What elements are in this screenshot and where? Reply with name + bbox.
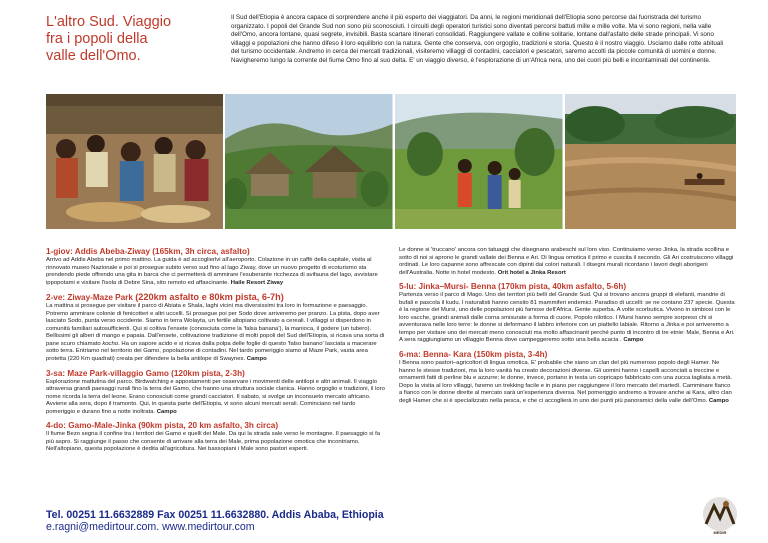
photo-strip [46, 94, 736, 229]
day4-hotel: Orit hotel a Jinka Resort [497, 269, 566, 276]
day2-body: La mattina si prosegue per visitare il parco di Abiata e Shala, laghi vicini ma diversissimi tra loro in formazione e paesaggio. Potremo ammirare colonie di fenicotteri e altri uccelli. Si prosegue poi per Sodo dove arriveremo per pranzo. La pista, dopo aver lasciato Sodo, punta verso occidente. Siamo in terra Wolayta, un fertile altopiano coltivato a cereali. I villaggi si disperdono in comunità familiari autosufficienti. Qui si coltiva l'ensete (conosciuta come la 'falsa banana'), la manioca, il godere (un tubero). Bellissimi gli alberi di mango e papaia. Dall'ensete, coltivazione tradizione di molti popoli del Sud dell'Etiopia, si ricava una sorta di pane scuro chiamato [46, 303, 385, 347]
day6-text [399, 360, 735, 405]
village-huts-photo [225, 94, 393, 229]
day5-body: Partenza verso il parco di Mago. Uno dei territori più belli del Grande Sud. Qui si trovano ancora gruppi di elefanti, mandrie di bufali e pascola il kudu. I naturalisti hanno censito 81 mammiferi endemici. Paradiso di uccelli: se ne contano 237 specie. Questa è la regione dei Mursi, uno delle popolazioni più famose dell'Africa. Gente superba. A volte scorbutica. Vivono in simbiosi con le loro vacche, grandi animali dalle corna smisurate a forma di cuore. Popolo nilotico. I Mursi hanno sempre sorpreso chi si avventurava nelle loro terre: le donne si deformano il labbro inferiore con un piattello labiale. Ritorno a Jinka e poi arriveremo a tempo per visitare uno dei mercati meno conosciuti ma molto affascinanti perché punto di incontro di tre etnie: Male, Benna e Ari. A sera raggiungiamo un villaggio Benna dove campeggeremo sotto una bella acacia . [399, 292, 735, 344]
day4-text: Il fiume Bezo segna il confine tra i territori dei Gamo e quelli dei Male. Da qui la strada sale verso le montagne. Il paesaggio si fa più aspro. Si raggiunge il passo che consente di arrivare alla terra dei Male, prima popolazione omotica che incontriamo. Nell'altopiano, questa popolazione è dedita all'agricoltura. Nei bassopiani i Male sono pastori esperti. [46, 431, 380, 453]
day5-text [399, 292, 735, 345]
intro-paragraph: Il Sud dell'Etiopia è ancora capace di sorprendere anche il più esperto dei viaggiatori. Da anni, le regioni meridionali dell'Etiopia sono percorse dai fuoristrada del turismo organizzato. I popoli del Grande Sud non sono più sconosciuti. I circuiti degli operatori turistici sono diventati percorsi battuti mille e mille volte. Ma vi sono regioni, nella valle dell'Omo, ancora lontane, quasi segrete, invisibili. Basta scartare itinerari consolidati. Raggiungere vallate e colline solitarie, lontane dall'asfalto delle strade principali. Vi sono villaggi e popolazioni che hanno difeso il loro equilibrio con la natura. Gente che conserva, con orgoglio, tradizioni e storia. Questo è il nostro viaggio. Usciamo dalle rotte abituali del turismo occidentale. Andremo in cerca dei mercati tradizionali, visiteremo villaggi di contadini, cacciatori e pescatori, saremo accolti da piccole comunità di uomini e donne. Navigheremo lungo la corrente del fiume Omo fino al suo delta. E' un viaggio diverso, è l'esplorazione di un'Africa nera, uno dei cuori più belli e incontaminati del continente. [231, 14, 724, 64]
contact-phone-line: Tel. 00251 11.6632889 Fax 00251 11.6632880. Addis Ababa, Ethiopia [46, 509, 384, 521]
day2-heading-detail: (220km asfalto e 80km pista, 6-7h) [135, 292, 284, 303]
day2-heading-label: 2-ve: Ziway-Maze Park [46, 293, 133, 303]
day4-heading: 4-do: Gamo-Male-Jinka (90km pista, 20 km asfalto, 3h circa) [46, 421, 279, 431]
day1-text [46, 257, 386, 287]
day6-heading: 6-ma: Benna- Kara (150km pista, 3-4h) [399, 350, 548, 360]
right-column [399, 247, 735, 410]
day2-heading [46, 292, 386, 303]
day5-heading: 5-lu: Jinka–Mursi- Benna (170km pista, 40km asfalto, 5-6h) [399, 282, 627, 292]
market-crowd-photo [46, 94, 223, 229]
river-photo [565, 94, 737, 229]
page-title: L'altro Sud. Viaggio fra i popoli della valle dell'Omo. [46, 14, 172, 64]
day2-italic: kocho [102, 340, 119, 347]
day1-body: Arrivo ad Addis Abeba nel primo mattino. La guida è ad accoglierlvi all'aeroporto. Colazione in un caffè della capitale, visita al rinnovato museo Nazionale e poi si prosegue subito verso sud fino al lago Ziway, dove un nuovo progetto di ecoturismo sta prendendo piede offrendo una gita in barca che ci permetterà di ammirare l'esuberante ricchezza di avifauna del lago, avvistare ippopotami e visitare l'isola di Debre Sina, sito remoto ed affascinante. [46, 257, 378, 286]
day1-heading: 1-giov: Addis Abeba-Ziway (165km, 3h circa, asfalto) [46, 247, 250, 256]
day5-camp: Campo [623, 337, 644, 344]
day3-body: Esplorazione mattutina del parco. Birdwatching e appostamenti per osservare i movimenti delle antilopi e altri animali. Il viaggio attraversa grandi paesaggi rurali fino la terra dei Gamo, che hanno una struttura sociale clanica. Hanno orgoglio e tradizioni, il loro nome ricorda la terra del leone. Erano conosciuti come grandi cacciatori. Il sabato, si svolge un inconsueto mercato africano. Avviene alla sera, dopo il tramonto. Qui, in questa parte dell'Etiopia, vi sono alcuni mercati serali. Cominciano nel tardo pomeriggio e durano fino a notte inoltrata. [46, 378, 385, 415]
left-column [46, 247, 386, 459]
day2-text [46, 303, 386, 363]
day2-body-2: . Ha un sapore acido e si ricava dalla polpa delle foglie di questo 'falso banano' lasciata a macerare sotto terra. Entriamo nel territorio dei Gamo, popolazione di contadini. Nel tardo pomeriggio siamo al Maze Park, vasta area protetta (220 Km quadrati) creata per difendere la bella antilope di Swaynes. [46, 340, 377, 363]
day1-hotel: Haile Resort Ziway [230, 279, 284, 286]
day3-text [46, 379, 386, 417]
day4-continued-body: Le donne si 'truccano' ancora con tatuaggi che disegnano arabeschi sul loro viso. Continuiamo verso Jinka, la strada scollina e sotto di noi si aprono le grandi vallate dei Benna e Ari. Di lingua omotica il primo e cuscita il secondo. Gli Ari costruiscono villaggi ordinati. Le loro capanne sono affrescate con dipinti dai colori naturali. I disegni murali ricordano i lavori degli aborigeni dell'Australia. Notte in hotel modesto. [399, 247, 734, 276]
contact-email-link[interactable]: e.ragni@medirtour.com. www.medirtour.com [46, 521, 255, 533]
day3-heading: 3-sa: Maze Park-villaggio Gamo (120km pista, 2-3h) [46, 368, 245, 378]
day4-continued-text [399, 247, 735, 277]
people-field-photo [395, 94, 563, 229]
day3-camp: Campo [156, 408, 177, 415]
logo-text: MEDIR [713, 530, 727, 535]
medir-logo-icon [700, 494, 740, 534]
day2-camp: Campo [246, 356, 267, 363]
day6-body: I Benna sono pastori–agricoltori di lingua omotica. E' probabile che siano un clan del più numeroso popolo degli Hamer. Ne hanno le stesse tradizioni, ma la loro vanità ha creato decorazioni diverse. Gli uomini hanno i capelli acconciati a treccine e ornamenti fatti di perline blu e azzurre; le donne, invece, portano in testa un copricapo fabbricato con una zucca tagliata a metà. Dopo la visita al loro villaggi, faremo un trekking facile e in piano per raggiungere il loro mercato del martedì. Camminare fianco a fianco con le donne dirette al mercato sarà un'esperienza diversa. Nel pomeriggio andremo a trovare anche ai Kara, altro clan degli Hamer che si è specializzato nella pesca, e che ci accoglierà in uno dei punti più panoramici della valle dell'Omo. [399, 360, 733, 404]
day6-camp: Campo [708, 397, 729, 404]
contact-footer [46, 509, 384, 533]
